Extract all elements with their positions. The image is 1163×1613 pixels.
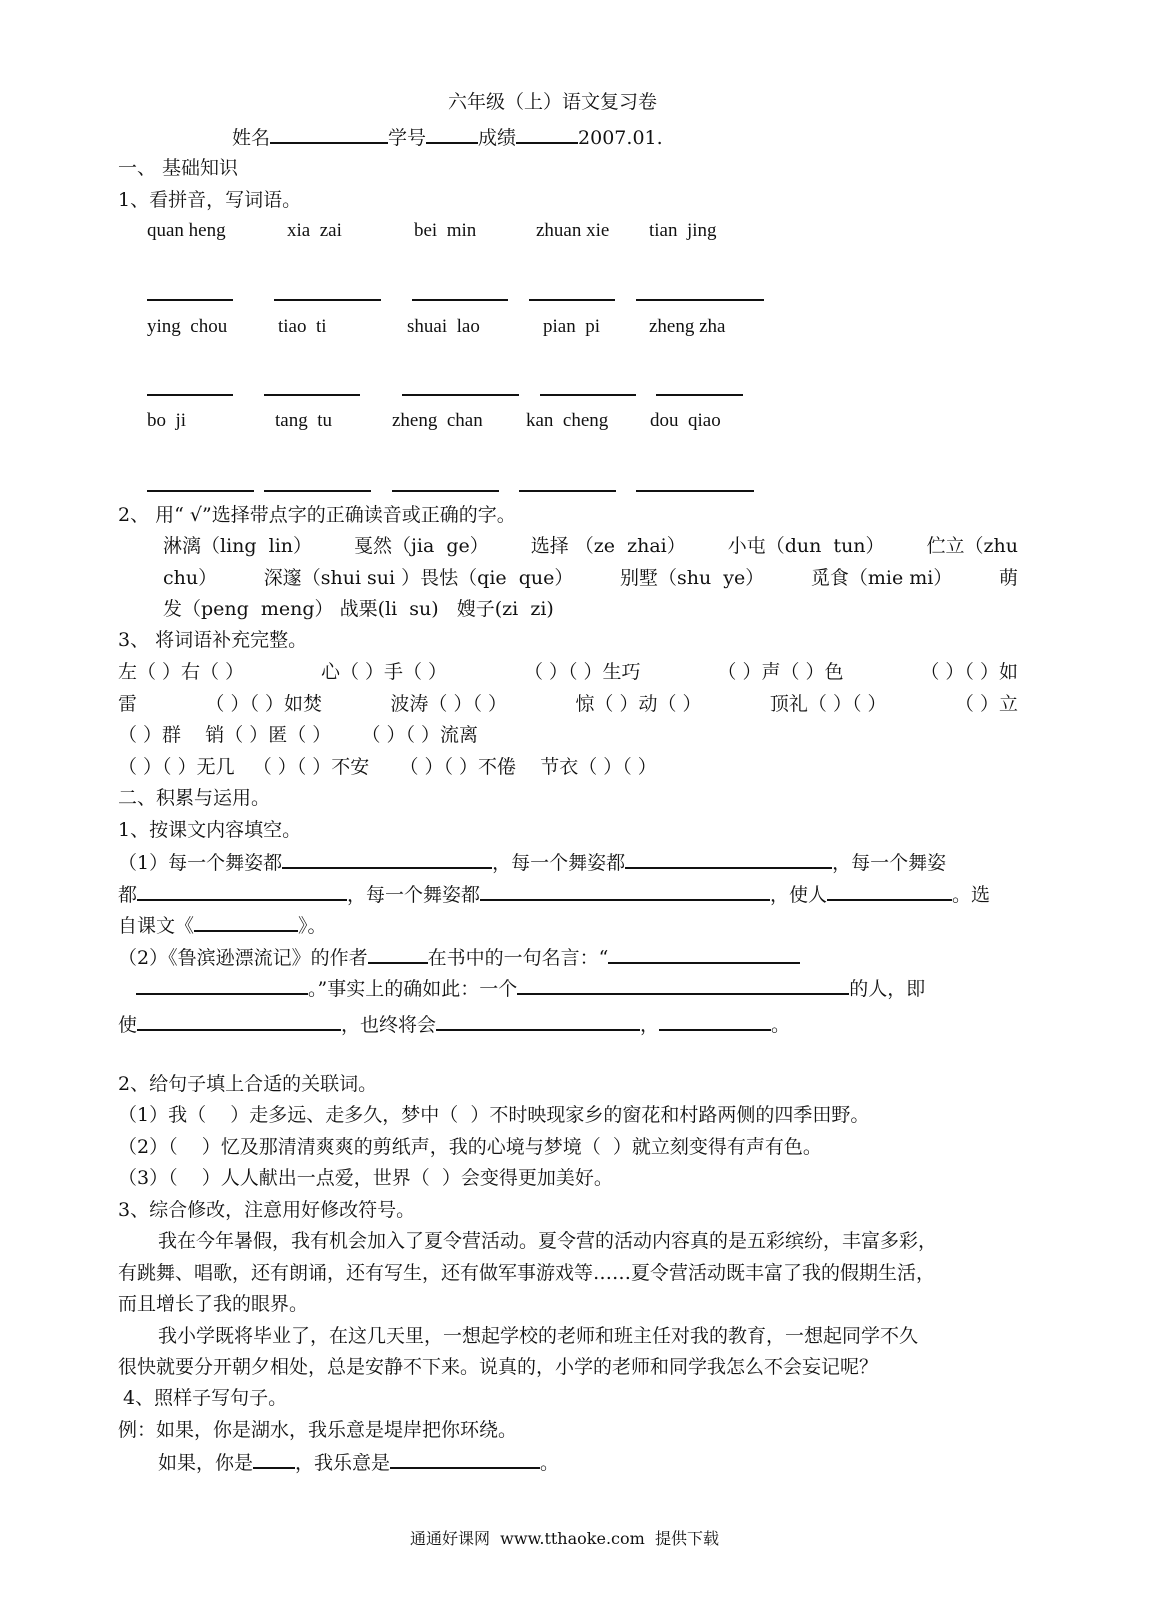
idiom-item: 顶礼（ ）（ ）	[769, 693, 887, 715]
fill-text: 的人，即	[849, 978, 926, 1000]
name-blank	[270, 124, 388, 144]
score-label: 成绩	[478, 127, 517, 149]
idiom-item: 波涛（ ）（ ）	[390, 693, 508, 715]
pinyin-3-5: dou qiao	[650, 410, 721, 431]
fill-text: （1）每一个舞姿都	[118, 852, 283, 874]
fill-text: 在书中的一句名言：“	[427, 947, 609, 969]
q1-3-prompt: 3、 将词语补充完整。	[118, 629, 308, 651]
pinyin-3-3: zheng chan	[392, 410, 483, 431]
q1-3-line-2	[118, 692, 1018, 716]
fill-blank	[253, 1449, 295, 1469]
q1-2-line-2	[163, 566, 1018, 590]
fill-text: ，我乐意是	[295, 1452, 391, 1474]
pinyin-3-1: bo ji	[147, 410, 187, 431]
q1-2-prompt: 2、 用“ √”选择带点字的正确读音或正确的字。	[118, 504, 516, 526]
fill-blank	[517, 975, 849, 995]
idiom-item: 心（ ）手（ ）	[320, 661, 448, 683]
answer-blank	[540, 394, 636, 396]
fill-text: ，也终将会	[341, 1014, 437, 1036]
q1-1-prompt: 1、看拼音，写词语。	[118, 189, 302, 211]
paragraph-1-line-2: 有跳舞、唱歌，还有朗诵，还有写生，还有做军事游戏等……夏令营活动既丰富了我的假期生活，	[118, 1262, 936, 1284]
fill-text: ，	[640, 1014, 660, 1036]
pinyin-2-5: zheng zha	[649, 316, 726, 337]
answer-blank	[147, 490, 254, 492]
paragraph-1-line-3: 而且增长了我的眼界。	[118, 1293, 309, 1315]
paragraph-1-line-1: 我在今年暑假，我有机会加入了夏令营活动。夏令营的活动内容真的是五彩缤纷，丰富多彩，	[158, 1230, 938, 1252]
q1-2-item: 深邃（shui sui ）畏怯（qie que）	[263, 567, 574, 589]
pinyin-1-3: bei min	[414, 220, 477, 241]
name-label: 姓名	[232, 127, 271, 149]
pinyin-2-1: ying chou	[147, 316, 228, 337]
page-title: 六年级（上）语文复习卷	[448, 91, 658, 113]
q1-2-item: 别墅（shu ye）	[619, 567, 765, 589]
id-label: 学号	[388, 127, 427, 149]
idiom-item: （ ）（ ）如	[920, 661, 1018, 683]
fill-text: （2）《鲁滨逊漂流记》的作者	[118, 947, 368, 969]
fill-line-6	[118, 1011, 790, 1037]
answer-blank	[636, 490, 754, 492]
fill-blank	[827, 881, 952, 901]
idiom-item: （ ）（ ）如焚	[205, 693, 323, 715]
fill-text: 。	[540, 1452, 560, 1474]
date: 2007.01.	[578, 127, 663, 149]
answer-blank	[147, 299, 233, 301]
section-2-heading: 二、积累与运用。	[118, 787, 271, 809]
idiom-item: 惊（ ）动（ ）	[575, 693, 702, 715]
fill-line-4	[118, 944, 800, 970]
q2-1-prompt: 1、按课文内容填空。	[118, 819, 302, 841]
answer-blank	[636, 299, 764, 301]
fill-text: ，每一个舞姿都	[347, 884, 481, 906]
q1-2-line-1	[163, 534, 1018, 558]
idiom-item: （ ）（ ）生巧	[523, 661, 641, 683]
answer-blank	[656, 394, 743, 396]
fill-line-1	[118, 849, 946, 875]
idiom-item: 雷	[118, 693, 138, 715]
q2-2-line-1: （1）我（ ）走多远、走多久，梦中（ ）不时映现家乡的窗花和村路两侧的四季田野。	[118, 1104, 870, 1126]
q2-4-prompt: 4、照样子写句子。	[123, 1387, 288, 1409]
q1-2-line-3: 发（peng meng） 战栗(li su) 嫂子(zi zi)	[163, 598, 554, 620]
fill-text: 。选	[952, 884, 991, 906]
fill-text: ，使人	[770, 884, 828, 906]
fill-line-2	[118, 881, 990, 907]
pinyin-1-1: quan heng	[147, 220, 226, 241]
pinyin-2-3: shuai lao	[407, 316, 480, 337]
fill-blank	[390, 1449, 540, 1469]
footer-text: 通通好课网 www.tthaoke.com 提供下载	[410, 1529, 719, 1548]
q1-3-line-3: （ ）群 销（ ）匿（ ） （ ）（ ）流离	[118, 724, 479, 746]
fill-blank	[659, 1011, 771, 1031]
q1-2-item: 小屯（dun tun）	[727, 535, 885, 557]
fill-line-5	[136, 975, 925, 1001]
paragraph-2-line-1: 我小学既将毕业了，在这几天里，一想起学校的老师和班主任对我的教育，一想起同学不久	[158, 1325, 919, 1347]
practice-sentence	[158, 1449, 559, 1475]
q1-2-item: chu）	[163, 567, 218, 589]
q1-2-item: 戛然（jia ge）	[353, 535, 489, 557]
idiom-item: （ ）声（ ）色	[717, 661, 844, 683]
pinyin-3-2: tang tu	[275, 410, 332, 431]
score-blank	[516, 124, 578, 144]
fill-text: ，每一个舞姿都	[492, 852, 626, 874]
fill-blank	[608, 944, 800, 964]
fill-blank	[436, 1011, 640, 1031]
fill-blank	[480, 881, 770, 901]
q1-3-line-4: （ ）（ ）无几 （ ）（ ）不安 （ ）（ ）不倦 节衣（ ）（ ）	[118, 756, 657, 778]
pinyin-1-2: xia zai	[287, 220, 342, 241]
answer-blank	[392, 490, 499, 492]
answer-blank	[274, 299, 381, 301]
q1-3-line-1	[118, 660, 1018, 684]
pinyin-1-5: tian jing	[649, 220, 717, 241]
fill-text: ，每一个舞姿	[832, 852, 947, 874]
answer-blank	[264, 394, 360, 396]
q2-2-line-2: （2）（ ）忆及那清清爽爽的剪纸声，我的心境与梦境（ ）就立刻变得有声有色。	[118, 1136, 822, 1158]
pinyin-2-4: pian pi	[543, 316, 600, 337]
paragraph-2-line-2: 很快就要分开朝夕相处，总是安静不下来。说真的，小学的老师和同学我怎么不会妄记呢？	[118, 1356, 879, 1378]
q1-2-item: 萌	[998, 567, 1018, 589]
fill-text: 。”事实上的确如此：一个	[308, 978, 518, 1000]
fill-text: 如果，你是	[158, 1452, 254, 1474]
q1-2-item: 觅食（mie mi）	[810, 567, 953, 589]
pinyin-1-4: zhuan xie	[536, 220, 610, 241]
fill-blank	[282, 849, 492, 869]
answer-blank	[147, 394, 233, 396]
fill-text: 自课文《	[118, 915, 195, 937]
fill-text: 都	[118, 884, 138, 906]
fill-blank	[194, 912, 298, 932]
fill-line-3	[118, 912, 327, 938]
q1-2-item: 选择 （ze zhai）	[530, 535, 686, 557]
pinyin-2-2: tiao ti	[278, 316, 327, 337]
idiom-item: （ ）立	[954, 693, 1018, 715]
id-blank	[426, 124, 478, 144]
student-info-line	[232, 124, 663, 150]
q2-3-prompt: 3、综合修改，注意用好修改符号。	[118, 1199, 416, 1221]
fill-blank	[368, 944, 428, 964]
q1-2-item: 淋漓（ling lin）	[163, 535, 313, 557]
section-1-heading: 一、 基础知识	[118, 157, 239, 179]
q1-2-item: 伫立（zhu	[926, 535, 1018, 557]
q2-2-prompt: 2、给句子填上合适的关联词。	[118, 1073, 378, 1095]
fill-blank	[136, 975, 308, 995]
example-sentence: 例：如果，你是湖水，我乐意是堤岸把你环绕。	[118, 1419, 518, 1441]
fill-blank	[137, 1011, 341, 1031]
answer-blank	[529, 299, 615, 301]
answer-blank	[412, 299, 508, 301]
fill-text: 使	[118, 1014, 138, 1036]
idiom-item: 左（ ）右（ ）	[118, 661, 245, 683]
fill-text: 。	[771, 1014, 791, 1036]
pinyin-3-4: kan cheng	[526, 410, 609, 431]
answer-blank	[519, 490, 616, 492]
fill-blank	[137, 881, 347, 901]
fill-blank	[625, 849, 832, 869]
q2-2-line-3: （3）（ ）人人献出一点爱，世界（ ）会变得更加美好。	[118, 1167, 613, 1189]
answer-blank	[264, 490, 371, 492]
fill-text: 》。	[298, 915, 327, 937]
answer-blank	[402, 394, 519, 396]
